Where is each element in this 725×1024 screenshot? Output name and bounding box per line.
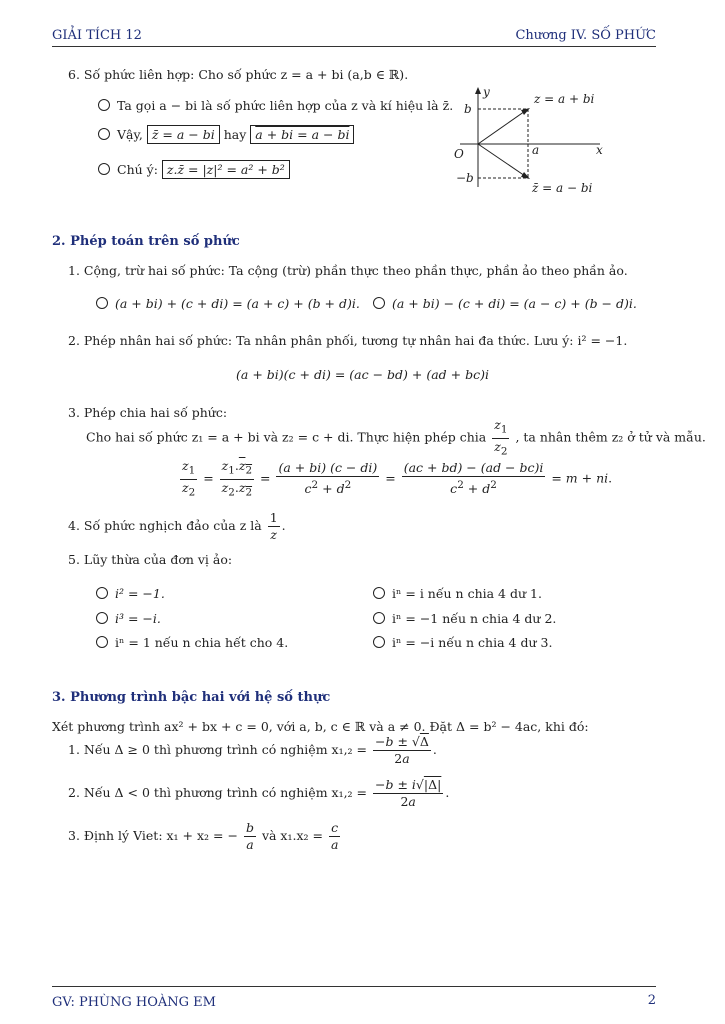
s2-i1b-text: (a + bi) − (c + di) = (a − c) + (b − d)i. — [392, 296, 637, 311]
power-2 — [96, 611, 161, 626]
s2-item-1b — [373, 296, 637, 311]
diagram-origin-label: O — [454, 147, 464, 161]
s2-item-5: 5. Lũy thừa của đơn vị ảo: — [68, 552, 233, 567]
s2-i3-post: , ta nhân thêm z₂ ở tử và mẫu. — [515, 429, 706, 445]
power-4-text: iⁿ = i nếu n chia 4 dư 1. — [392, 586, 542, 601]
viet-product-fraction: $\frac{c}{a}$ — [330, 820, 339, 852]
power-6 — [373, 635, 552, 650]
diagram-x-label: x — [596, 143, 603, 157]
power-6-text: iⁿ = −i nếu n chia 4 dư 3. — [392, 635, 553, 650]
section-2-title: 2. Phép toán trên số phức — [52, 234, 240, 249]
s2-item-1a — [96, 296, 360, 311]
s2-item-3: 3. Phép chia hai số phức: — [68, 405, 228, 420]
s2-item-2: 2. Phép nhân hai số phức: Ta nhân phân phối, tương tự nhân hai đa thức. Lưu ý: i² = −1. — [68, 333, 628, 348]
footer-author: GV: PHÙNG HOÀNG EM — [52, 995, 216, 1010]
z1-over-z2-fraction: $\frac{z_1}{z_2}$ — [494, 417, 508, 457]
power-1-text: i² = −1. — [115, 586, 165, 601]
diagram-a-label: a — [532, 143, 540, 157]
diagram-b-label: b — [464, 102, 472, 116]
conj-box-1: z̄ = a − bi — [147, 125, 220, 144]
conj-b2-mid: hay — [223, 127, 247, 142]
diagram-z-label: z = a + bi — [534, 92, 595, 106]
s2-item-3-body — [86, 417, 706, 459]
s2-item-4: 4. Số phức nghịch đảo của z là $\frac{1}{z}$ . — [68, 510, 286, 542]
reciprocal-fraction: $\frac{1}{z}$ — [269, 510, 278, 542]
s3-i3-pre: 3. Định lý Viet: x₁ + x₂ = − — [68, 828, 238, 843]
root-formula-real: $\frac{-b \pm √\Delta}{2a}$ — [375, 734, 429, 766]
conj-box-3: z.z̄ = |z|² = a² + b² — [162, 160, 290, 179]
bullet-circle-icon — [98, 163, 110, 175]
bullet-circle-icon — [373, 612, 385, 624]
s3-item-2: 2. Nếu Δ < 0 thì phương trình có nghiệm x₁,₂ = $\frac{-b \pm i√|\Delta|}{2a}$ . — [68, 777, 450, 809]
complex-plane-diagram — [450, 84, 620, 199]
diagram-zbar-label: z̄ = a − bi — [532, 181, 593, 195]
diagram-neg-b-label: −b — [456, 171, 474, 185]
s3-item-1: 1. Nếu Δ ≥ 0 thì phương trình có nghiệm x₁,₂ = $\frac{-b \pm √\Delta}{2a}$ . — [68, 734, 437, 766]
conj-title: 6. Số phức liên hợp: Cho số phức z = a + bi (a,b ∈ ℝ). — [68, 67, 409, 82]
footer-rule — [52, 986, 656, 987]
header-rule — [52, 46, 656, 47]
s3-item-3 — [68, 820, 342, 853]
viet-sum-fraction: $\frac{b}{a}$ — [245, 820, 254, 852]
s3-i3-mid: và x₁.x₂ = — [261, 828, 323, 843]
conj-box-2 — [250, 125, 354, 144]
power-5 — [373, 611, 556, 626]
page-number: 2 — [647, 993, 656, 1008]
conj-box-2-text: a + bi = a − bi — [255, 127, 350, 142]
bullet-circle-icon — [373, 636, 385, 648]
bullet-circle-icon — [98, 99, 110, 111]
s2-i2-formula-text: (a + bi)(c + di) = (ac − bd) + (ad + bc)i — [236, 367, 489, 382]
bullet-circle-icon — [96, 636, 108, 648]
y-arrow-icon — [475, 87, 481, 94]
division-formula: $\frac{z_1}{z_2}$ = $\frac{z_1.z_2}{z_2.z_2}$ = $\frac{(a + bi) (c - di)}{c^2 + d^2}$ = $\frac{(ac + bd) - (ad - bc)i}{c^2 + d^2}$ = m + ni. — [182, 458, 613, 498]
power-2-text: i³ = −i. — [115, 611, 161, 626]
bullet-circle-icon — [96, 587, 108, 599]
s2-i3-pre: Cho hai số phức z₁ = a + bi và z₂ = c + di. Thực hiện phép chia — [86, 429, 487, 445]
power-5-text: iⁿ = −1 nếu n chia 4 dư 2. — [392, 611, 557, 626]
s2-i1a-text: (a + bi) + (c + di) = (a + c) + (b + d)i. — [115, 296, 360, 311]
conj-b1-text: Ta gọi a − bi là số phức liên hợp của z và kí hiệu là z̄. — [117, 98, 454, 113]
bullet-circle-icon — [373, 587, 385, 599]
diagram-y-label: y — [483, 85, 490, 99]
s3-i2-pre: 2. Nếu Δ < 0 thì phương trình có nghiệm x₁,₂ = — [68, 785, 368, 800]
conj-bullet-3 — [98, 162, 290, 177]
root-formula-complex: $\frac{-b \pm i√|\Delta|}{2a}$ — [375, 777, 442, 809]
s2-item-1: 1. Cộng, trừ hai số phức: Ta cộng (trừ) phần thực theo phần thực, phần ảo theo phần ảo. — [68, 263, 628, 278]
bullet-circle-icon — [373, 297, 385, 309]
bullet-circle-icon — [98, 128, 110, 140]
s3-i1-pre: 1. Nếu Δ ≥ 0 thì phương trình có nghiệm x₁,₂ = — [68, 742, 368, 757]
conj-b2-pre: Vậy, — [117, 127, 143, 142]
header-left: GIẢI TÍCH 12 — [52, 28, 142, 43]
conj-bullet-2 — [98, 127, 354, 142]
bullet-circle-icon — [96, 297, 108, 309]
header-right: Chương IV. SỐ PHỨC — [515, 28, 656, 43]
power-3-text: iⁿ = 1 nếu n chia hết cho 4. — [115, 635, 289, 650]
section-3-title: 3. Phương trình bậc hai với hệ số thực — [52, 690, 331, 705]
conj-b3-pre: Chú ý: — [117, 162, 158, 177]
s3-intro: Xét phương trình ax² + bx + c = 0, với a, b, c ∈ ℝ và a ≠ 0. Đặt Δ = b² − 4ac, khi đó: — [52, 719, 589, 734]
s2-item-2-formula — [0, 367, 725, 382]
bullet-circle-icon — [96, 612, 108, 624]
conj-bullet-1 — [98, 98, 453, 113]
power-3 — [96, 635, 288, 650]
s2-i4-pre: 4. Số phức nghịch đảo của z là — [68, 518, 262, 533]
power-1 — [96, 586, 165, 601]
power-4 — [373, 586, 542, 601]
